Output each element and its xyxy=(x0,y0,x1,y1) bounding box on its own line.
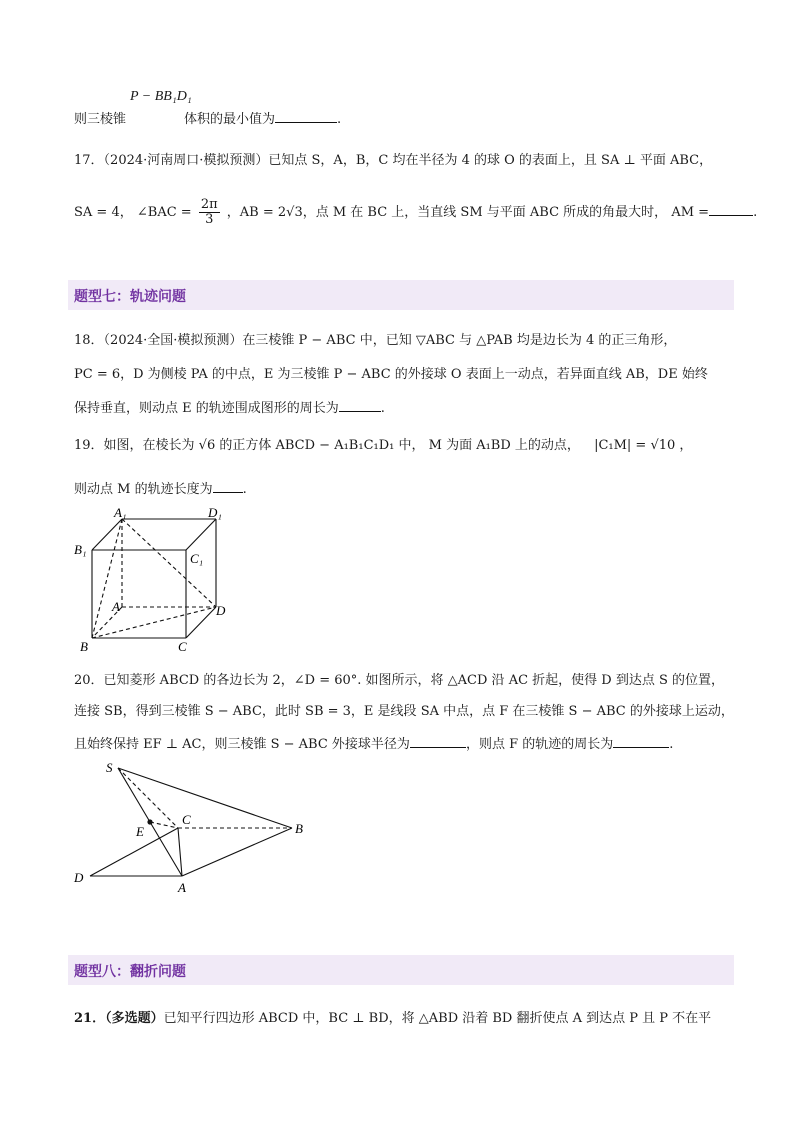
section-header-7 xyxy=(68,280,734,310)
section-title: 题型八：翻折问题 xyxy=(74,964,186,980)
q21-number: 21．（多选题） xyxy=(74,1011,164,1026)
cube-label-c1: C₁ xyxy=(190,551,204,566)
answer-blank[interactable] xyxy=(275,110,337,123)
point-e-dot xyxy=(147,819,152,824)
q20-line2: 连接 SB，得到三棱锥 S − ABC，此时 SB = 3，E 是线段 SA 中点，点 F 在三棱锥 S − ABC 的外接球上运动， xyxy=(74,704,734,719)
pyr-label-s: S xyxy=(106,760,113,775)
section-title: 题型七：轨迹问题 xyxy=(74,289,186,305)
q17-line2: SA = 4， ∠BAC = $\frac{2\pi}{3}$ ，AB = 2√3，点 M 在 BC 上，当直线 SM 与平面 ABC 所成的角最大时， AM = . xyxy=(74,197,758,227)
q17-am: AM = xyxy=(671,205,710,220)
q20-line3: 且始终保持 EF ⊥ AC，则三棱锥 S − ABC 外接球半径为 ，则点 F 的轨迹的周长为 . xyxy=(74,737,674,752)
q18-line1: 18．（2024·全国·模拟预测）在三棱锥 P − ABC 中，已知 ▽ABC 与 △PAB 均是边长为 4 的正三角形， xyxy=(74,333,677,348)
answer-blank-perimeter[interactable] xyxy=(613,735,669,748)
q20-line1: 20．已知菱形 ABCD 的各边长为 2，∠D = 60°. 如图所示，将 △ACD 沿 AC 折起，使得 D 到达点 S 的位置， xyxy=(74,673,725,688)
q19-line2: 则动点 M 的轨迹长度为 . xyxy=(74,482,247,497)
answer-blank-radius[interactable] xyxy=(410,735,466,748)
answer-blank[interactable] xyxy=(709,203,753,216)
q16-line: 则三棱锥 体积的最小值为 . xyxy=(74,112,342,127)
q21-line1: 21．（多选题）已知平行四边形 ABCD 中，BC ⊥ BD，将 △ABD 沿着 BD 翻折使点 A 到达点 P 且 P 不在平 xyxy=(74,1011,712,1026)
q17-angle: ∠BAC = xyxy=(136,205,192,220)
q17-fraction: $\frac{2\pi}{3}$ xyxy=(200,197,218,227)
pyr-label-e: E xyxy=(136,824,144,839)
pyr-label-d: D xyxy=(74,870,84,885)
cube-label-b1: B₁ xyxy=(74,542,87,557)
pyr-label-b: B xyxy=(295,821,303,836)
answer-blank[interactable] xyxy=(213,480,243,493)
pyramid-figure xyxy=(70,758,330,898)
cube-label-b: B xyxy=(80,639,88,654)
q17-sa: SA = 4， xyxy=(74,205,133,220)
cube-label-a: A xyxy=(112,599,120,614)
q18-line3: 保持垂直，则动点 E 的轨迹围成图形的周长为 . xyxy=(74,401,385,416)
q17-ab: ，AB = 2√3，点 M 在 BC 上，当直线 SM 与平面 ABC 所成的角最大时， xyxy=(226,205,668,220)
pyr-label-a: A xyxy=(178,880,186,895)
q16-post: 体积的最小值为 xyxy=(184,112,276,127)
cube-label-c: C xyxy=(178,639,187,654)
cube-figure xyxy=(70,505,240,655)
cube-label-d1: D₁ xyxy=(208,505,222,520)
q18-line2: PC = 6，D 为侧棱 PA 的中点，E 为三棱锥 P − ABC 的外接球 O 表面上一动点，若异面直线 AB，DE 始终 xyxy=(74,367,708,382)
q19-line1: 19．如图，在棱长为 √6 的正方体 ABCD − A₁B₁C₁D₁ 中， M 为面 A₁BD 上的动点， |C₁M| = √10 ， xyxy=(74,438,693,453)
cube-label-d: D xyxy=(216,603,226,618)
pyr-label-c: C xyxy=(182,812,191,827)
q16-pre: 则三棱锥 xyxy=(74,112,127,127)
answer-blank[interactable] xyxy=(339,399,381,412)
section-header-8 xyxy=(68,955,734,985)
cube-label-a1: A₁ xyxy=(114,505,127,520)
q17-line1: 17．（2024·河南周口·模拟预测）已知点 S，A，B，C 均在半径为 4 的球 O 的表面上，且 SA ⊥ 平面 ABC， xyxy=(74,153,713,168)
q19-condition: |C₁M| = √10 ， xyxy=(594,438,693,453)
q16-expression: P − BB₁D₁ xyxy=(130,89,192,104)
